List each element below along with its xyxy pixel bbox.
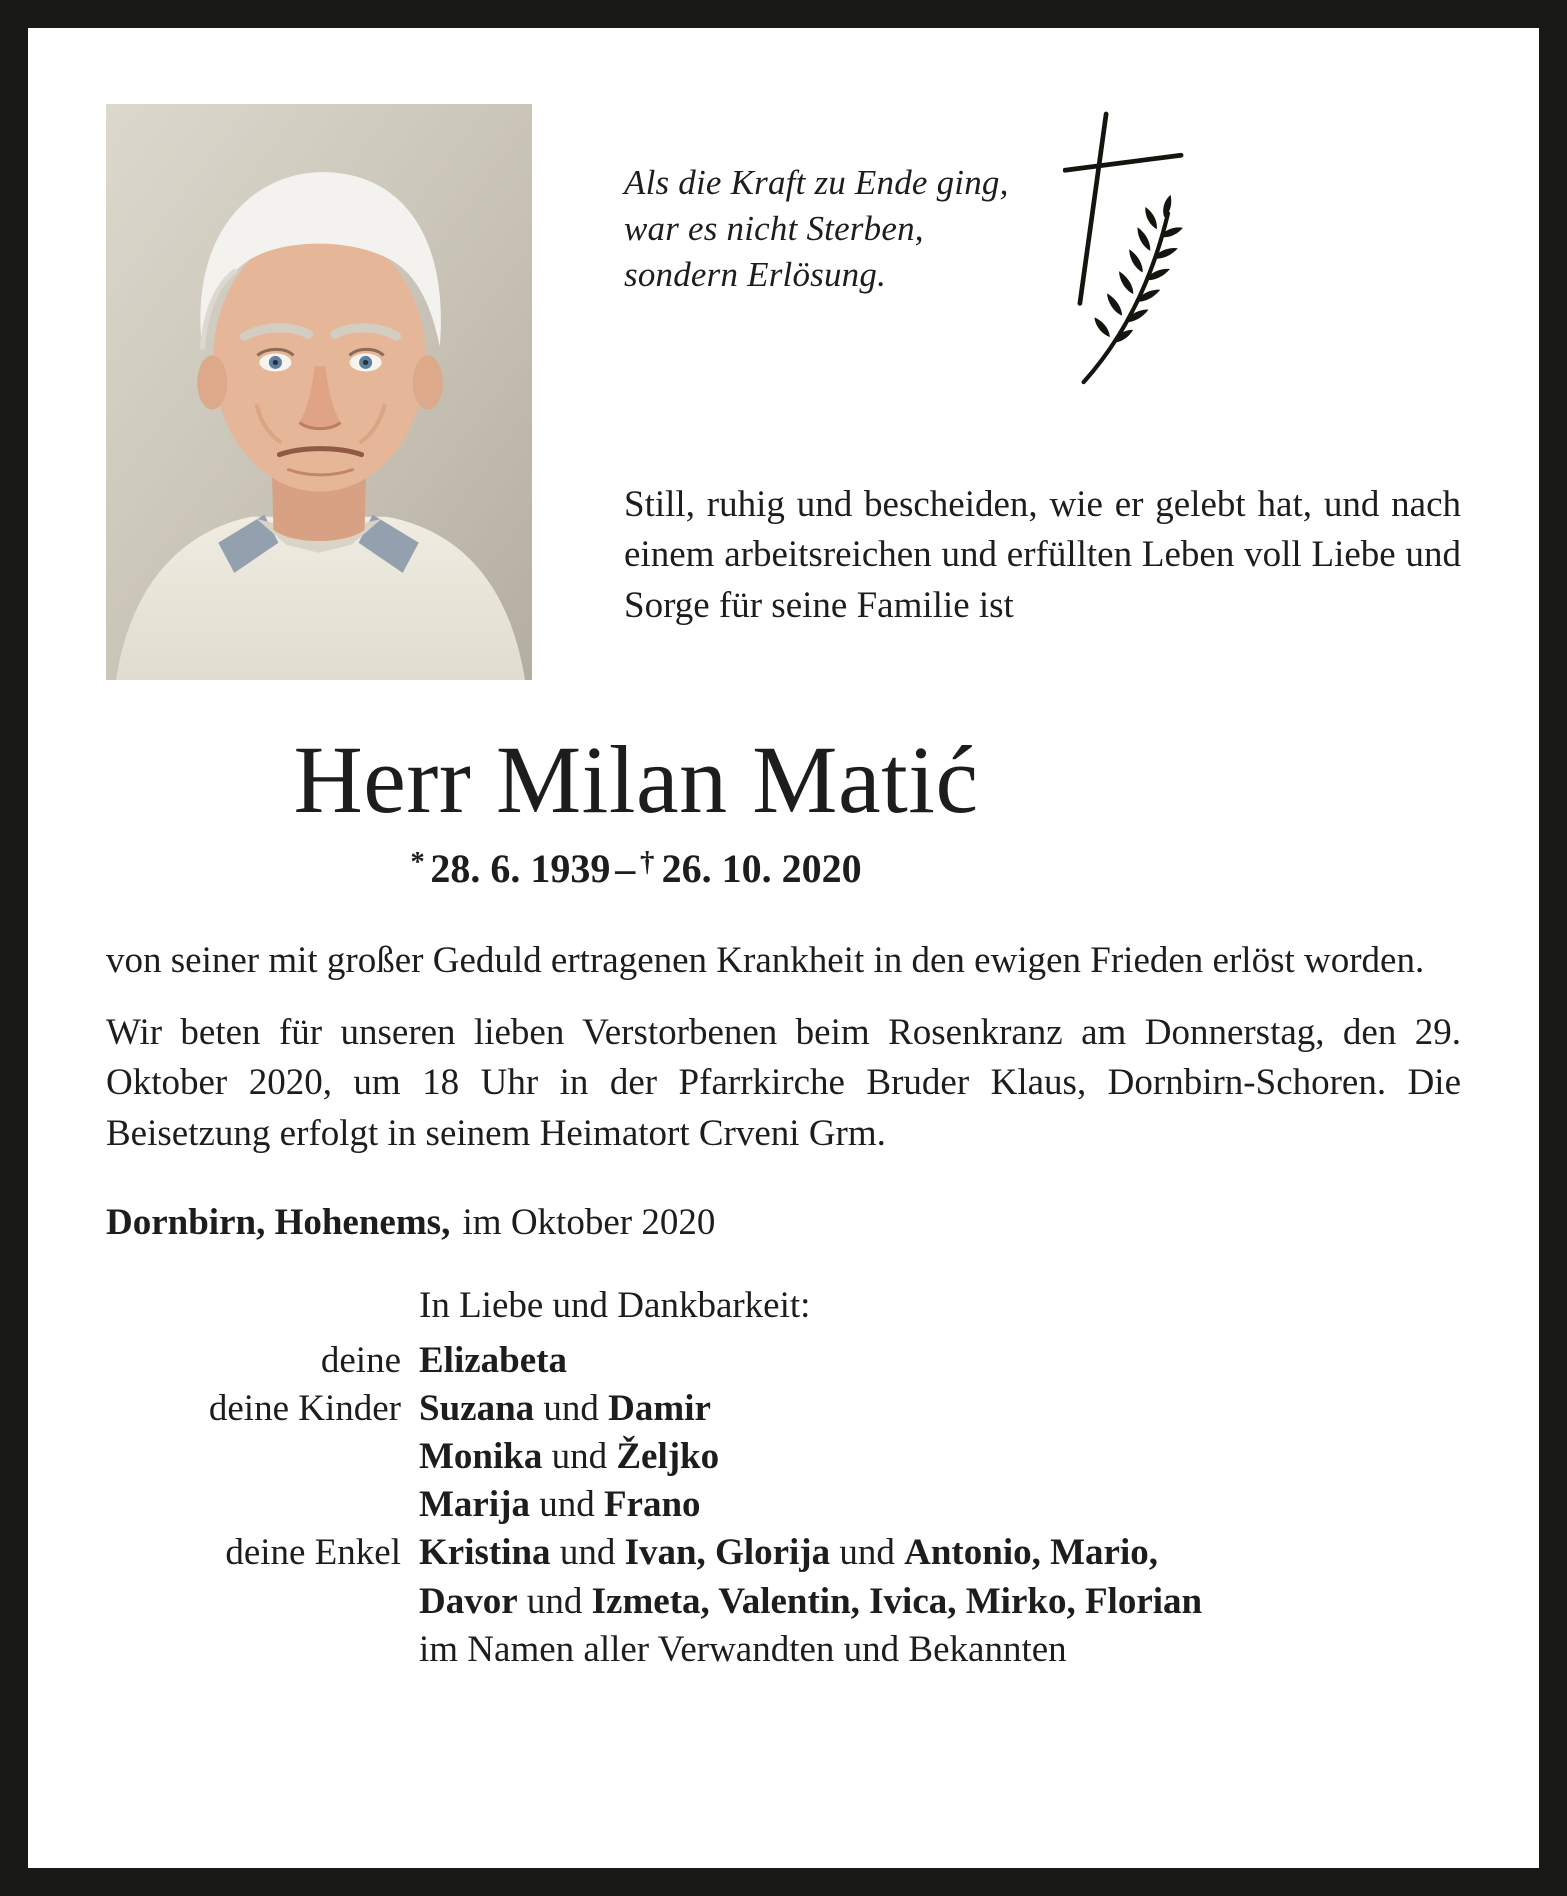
family-name-connector: im Namen aller Verwandten und Bekannten — [419, 1628, 1067, 1670]
family-name-connector: und — [542, 1436, 617, 1478]
family-member-name: Suzana — [419, 1388, 535, 1430]
family-relation-label: deine Kinder — [208, 1388, 401, 1430]
closing-line: In Liebe und Dankbarkeit: — [419, 1285, 811, 1327]
family-names — [419, 1481, 1461, 1529]
family-row — [106, 1626, 1461, 1674]
birth-date: 28. 6. 1939 — [430, 845, 611, 891]
place-names: Dornbirn, Hohenems, — [106, 1202, 451, 1244]
family-member-name: Damir — [608, 1388, 711, 1430]
family-names — [419, 1433, 1461, 1481]
family-name-connector: und — [517, 1580, 592, 1622]
family-row — [106, 1578, 1461, 1626]
quote-line: Als die Kraft zu Ende ging, — [624, 163, 1009, 202]
place-date-line — [106, 1201, 1461, 1244]
portrait-illustration — [106, 104, 532, 680]
family-row — [106, 1385, 1461, 1433]
obituary-content — [28, 28, 1539, 1868]
memorial-quote — [624, 160, 1009, 299]
deceased-name: Herr Milan Matić — [293, 726, 979, 833]
family-relation-label — [106, 1578, 401, 1626]
family-member-name: Marija — [419, 1484, 530, 1526]
family-names — [419, 1385, 1461, 1433]
quote-cross-row — [624, 104, 1461, 394]
quote-line: war es nicht Sterben, — [624, 209, 924, 249]
cross-laurel-drawing — [1063, 104, 1213, 394]
intro-text: Still, ruhig und bescheiden, wie er gelebt hat, und nach einem arbeitsreichen und erfüllten Leben voll Liebe und Sorge für seine Familie ist — [624, 484, 1461, 626]
name-block — [106, 726, 1166, 892]
body-paragraph-2: Wir beten für unseren lieben Verstorbenen beim Rosenkranz am Donnerstag, den 29. Oktober 2020, um 18 Uhr in der Pfarrkirche Bruder Klaus, Dornbirn-Schoren. Die Beisetzung erfolgt in seinem Heimatort Crveni Grm. — [106, 1012, 1461, 1154]
portrait-photo — [106, 104, 532, 680]
family-member-name: Željko — [616, 1436, 720, 1478]
family-member-name: Monika — [419, 1436, 543, 1478]
family-names — [419, 1529, 1461, 1577]
birth-symbol: * — [410, 845, 425, 878]
family-member-name: Izmeta, Valentin, Ivica, Mirko, Florian — [591, 1580, 1203, 1622]
family-list — [106, 1337, 1461, 1674]
family-name-connector: und — [830, 1532, 905, 1574]
body-paragraph-1: von seiner mit großer Geduld ertragenen Krankheit in den ewigen Frieden erlöst worden. — [106, 939, 1425, 981]
family-name-connector: und — [550, 1532, 625, 1574]
family-row — [106, 1481, 1461, 1529]
family-member-name: Ivan, Glorija — [624, 1532, 831, 1574]
top-row — [106, 104, 1461, 680]
family-relation-label: deine Enkel — [225, 1532, 401, 1574]
family-row — [106, 1529, 1461, 1577]
family-row — [106, 1433, 1461, 1481]
family-member-name: Davor — [419, 1580, 518, 1622]
quote-line: sondern Erlösung. — [624, 255, 887, 295]
family-row — [106, 1337, 1461, 1385]
family-names — [419, 1626, 1461, 1674]
family-member-name: Antonio, Mario, — [904, 1532, 1158, 1574]
family-relation-label — [106, 1481, 401, 1529]
family-names — [419, 1337, 1461, 1385]
death-symbol: † — [640, 845, 655, 878]
family-member-name: Elizabeta — [419, 1340, 567, 1382]
family-relation-label — [106, 1433, 401, 1481]
family-member-name: Frano — [603, 1484, 701, 1526]
family-name-connector: und — [534, 1388, 609, 1430]
cross-laurel-icon — [1063, 104, 1213, 394]
family-member-name: Kristina — [419, 1532, 551, 1574]
top-right-column — [624, 104, 1461, 631]
family-name-connector: und — [529, 1484, 604, 1526]
notice-date: im Oktober 2020 — [462, 1202, 716, 1244]
family-names — [419, 1578, 1461, 1626]
family-relation-label: deine — [320, 1340, 401, 1382]
family-relation-label — [106, 1626, 401, 1674]
death-date: 26. 10. 2020 — [661, 845, 862, 891]
date-separator: – — [615, 845, 636, 891]
life-dates — [106, 845, 1166, 892]
